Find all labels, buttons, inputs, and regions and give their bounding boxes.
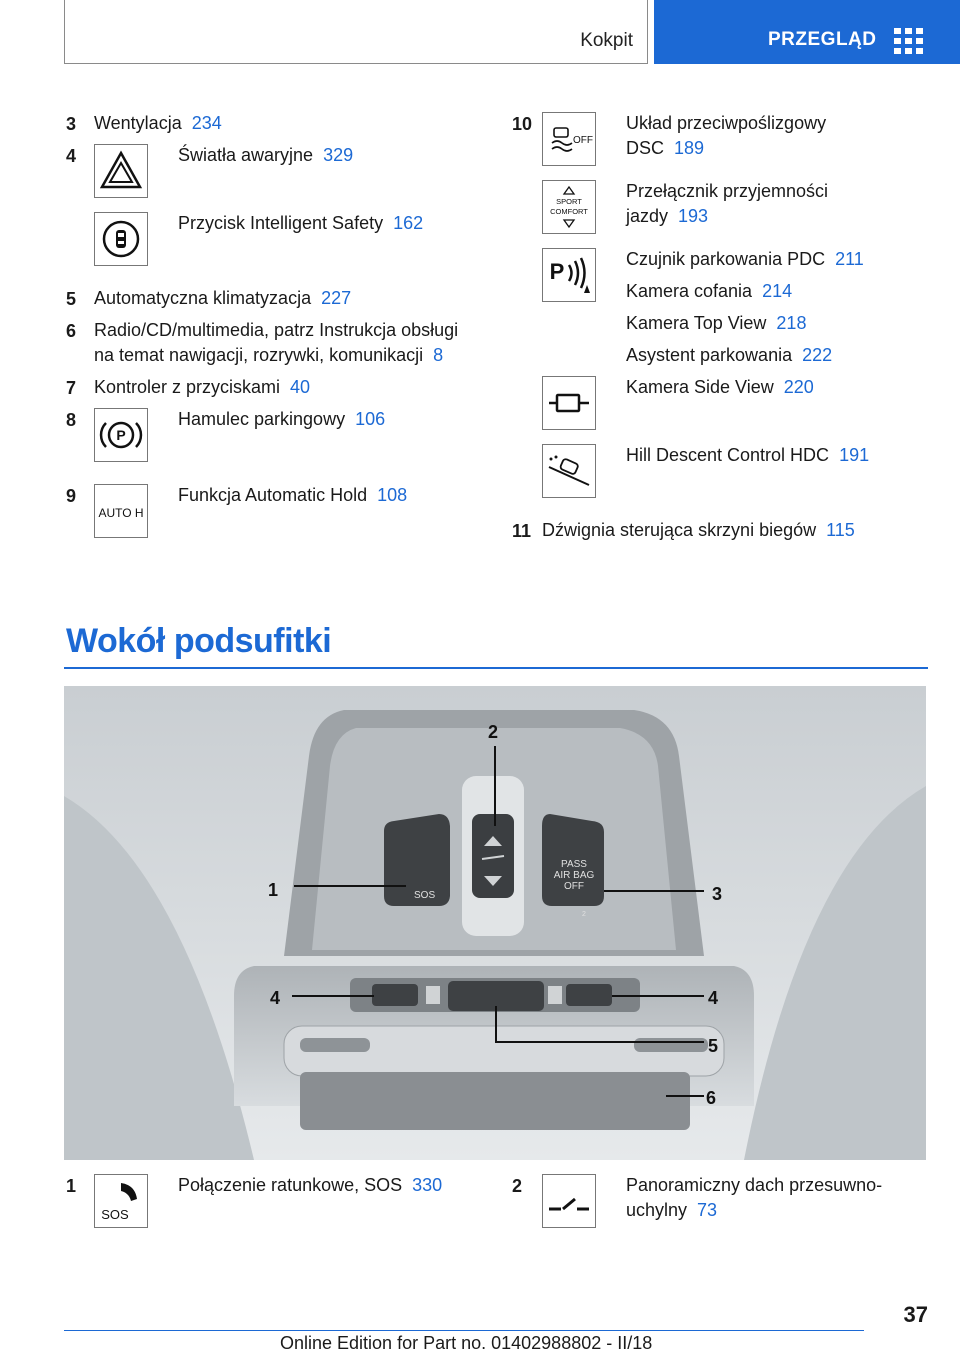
item-label: Dźwignia sterująca skrzyni biegów — [542, 520, 817, 540]
callout-number: 4 — [708, 988, 719, 1008]
item-label: Automatyczna klimatyzacja — [94, 288, 312, 308]
page-ref-link[interactable]: 211 — [835, 249, 864, 269]
list-item — [94, 318, 458, 368]
page-ref-link[interactable]: 8 — [433, 345, 444, 365]
list-item — [626, 247, 864, 272]
item-label: Hill Descent Control HDC — [626, 445, 830, 465]
item-number: 8 — [66, 410, 77, 430]
item-label: Kamera cofania — [626, 281, 753, 301]
page-ref-link[interactable]: 234 — [191, 113, 222, 133]
parking-brake-icon — [94, 408, 148, 462]
item-number: 5 — [66, 289, 77, 309]
list-item — [178, 483, 407, 508]
callout-number: 3 — [712, 884, 723, 904]
item-label: Układ przeciwpoślizgowy — [626, 113, 827, 133]
sport-comfort-switch-icon — [542, 180, 596, 234]
list-item — [626, 111, 826, 161]
list-item — [178, 1173, 442, 1198]
intelligent-safety-icon — [94, 212, 148, 266]
auto-hold-icon-label: AUTO H — [98, 506, 144, 520]
page-ref-link[interactable]: 193 — [678, 206, 709, 226]
item-label: Panoramiczny dach przesuwno- — [626, 1175, 883, 1195]
header-chapter-title: PRZEGLĄD — [768, 29, 877, 50]
footer-edition: Online Edition for Part no. 01402988802 - II/18 — [280, 1333, 653, 1353]
item-label: Czujnik parkowania PDC — [626, 249, 826, 269]
pass-sub-label: 2 — [582, 911, 586, 918]
page-ref-link[interactable]: 40 — [290, 377, 311, 397]
panorama-roof-icon — [542, 1174, 596, 1228]
auto-hold-icon — [94, 484, 148, 538]
item-label: Kamera Side View — [626, 377, 774, 397]
item-label: DSC — [626, 138, 665, 158]
list-item — [626, 179, 828, 229]
pass-label-1: PASS — [561, 859, 587, 870]
item-number: 1 — [66, 1176, 77, 1196]
dsc-off-icon — [542, 112, 596, 166]
item-number: 3 — [66, 114, 77, 134]
callout-number: 2 — [488, 722, 499, 742]
list-item — [626, 443, 869, 468]
item-label: Kontroler z przyciskami — [94, 377, 281, 397]
item-number: 7 — [66, 378, 77, 398]
item-label: Hamulec parkingowy — [178, 409, 346, 429]
page-ref-link[interactable]: 329 — [323, 145, 354, 165]
item-label: Wentylacja — [94, 113, 182, 133]
sport-label: SPORT — [556, 197, 582, 206]
item-label: Światła awaryjne — [178, 145, 314, 165]
sos-call-icon — [94, 1174, 148, 1228]
item-label: Kamera Top View — [626, 313, 767, 333]
header-chapter-tab[interactable] — [654, 0, 960, 64]
page-number: 37 — [903, 1302, 928, 1327]
footer-divider — [64, 1330, 864, 1331]
section-title: Wokół podsufitki — [66, 622, 332, 660]
pass-label-3: OFF — [564, 881, 584, 892]
page-ref-link[interactable]: 330 — [412, 1175, 443, 1195]
item-number: 4 — [66, 146, 77, 166]
list-item — [626, 279, 792, 304]
item-number: 10 — [512, 114, 533, 134]
item-number: 6 — [66, 321, 77, 341]
sos-icon-label: SOS — [101, 1207, 129, 1222]
callout-number: 6 — [706, 1088, 717, 1108]
item-label: Przełącznik przyjemności — [626, 181, 829, 201]
park-distance-control-icon — [542, 248, 596, 302]
header-section-title: Kokpit — [580, 30, 633, 51]
list-item — [94, 111, 222, 136]
side-view-camera-icon — [542, 376, 596, 430]
item-label: Radio/CD/multimedia, patrz Instrukcja obsługi — [94, 320, 459, 340]
grid-menu-icon[interactable] — [894, 28, 924, 54]
callout-number: 5 — [708, 1036, 719, 1056]
sos-button-label: SOS — [414, 890, 436, 901]
page-ref-link[interactable]: 108 — [377, 485, 408, 505]
item-number: 11 — [512, 521, 532, 541]
page-ref-link[interactable]: 115 — [826, 520, 855, 540]
list-item — [178, 143, 353, 168]
section-divider — [64, 667, 928, 669]
item-label: Funkcja Automatic Hold — [178, 485, 368, 505]
page-ref-link[interactable]: 73 — [697, 1200, 718, 1220]
header-section-box — [64, 0, 648, 64]
item-label: Przycisk Intelligent Safety — [178, 213, 384, 233]
list-item — [542, 518, 855, 543]
page-ref-link[interactable]: 220 — [783, 377, 814, 397]
svg-text:P: P — [116, 427, 126, 443]
page-ref-link[interactable]: 106 — [355, 409, 386, 429]
callout-number: 4 — [270, 988, 281, 1008]
page-ref-link[interactable]: 162 — [393, 213, 424, 233]
hazard-warning-icon — [94, 144, 148, 198]
list-item — [94, 375, 310, 400]
list-item — [178, 407, 385, 432]
item-label: Asystent parkowania — [626, 345, 793, 365]
list-item — [94, 286, 351, 311]
pass-label-2: AIR BAG — [553, 870, 595, 881]
hill-descent-control-icon — [542, 444, 596, 498]
item-label: jazdy — [626, 206, 669, 226]
list-item — [626, 311, 806, 336]
list-item — [626, 343, 832, 368]
page-ref-link[interactable]: 227 — [321, 288, 352, 308]
item-number: 9 — [66, 486, 77, 506]
overhead-console-photo — [64, 686, 926, 1160]
callout-number: 1 — [268, 880, 279, 900]
item-number: 2 — [512, 1176, 523, 1196]
page-ref-link[interactable]: 191 — [839, 445, 870, 465]
page-ref-link[interactable]: 214 — [762, 281, 793, 301]
svg-text:P: P — [549, 259, 565, 284]
list-item — [626, 1173, 882, 1223]
list-item — [626, 375, 814, 400]
item-label: Połączenie ratunkowe, SOS — [178, 1175, 403, 1195]
comfort-label: COMFORT — [550, 207, 588, 216]
item-label: uchylny — [626, 1200, 688, 1220]
dsc-icon-label: OFF — [573, 135, 593, 146]
page-ref-link[interactable]: 222 — [802, 345, 833, 365]
item-label: na temat nawigacji, rozrywki, komunikacji — [94, 345, 424, 365]
page-ref-link[interactable]: 218 — [776, 313, 807, 333]
page-ref-link[interactable]: 189 — [674, 138, 705, 158]
list-item — [178, 211, 423, 236]
